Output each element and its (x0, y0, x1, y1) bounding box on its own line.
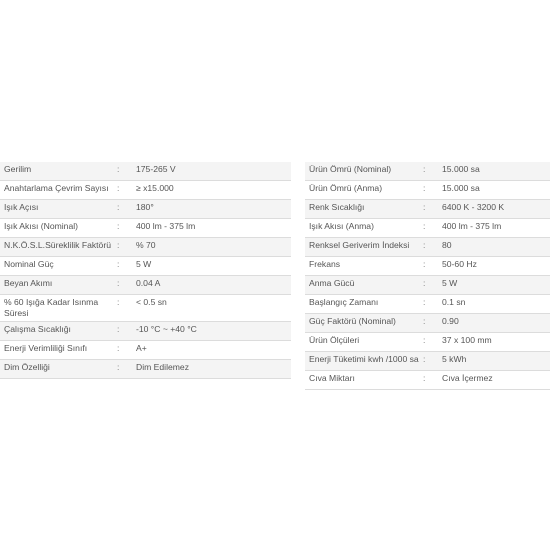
right-spec-table (305, 162, 550, 390)
spec-row (305, 238, 550, 257)
spec-value: 15.000 sa (438, 181, 550, 200)
spec-separator: : (113, 276, 132, 295)
spec-value: 0.1 sn (438, 295, 550, 314)
spec-value: A+ (132, 341, 291, 360)
spec-row (305, 200, 550, 219)
spec-value: 5 W (132, 257, 291, 276)
spec-label: Renk Sıcaklığı (305, 200, 419, 219)
spec-label: Enerji Verimliliği Sınıfı (0, 341, 113, 360)
spec-label: N.K.Ö.S.L.Süreklilik Faktörü (0, 238, 113, 257)
spec-separator: : (419, 181, 438, 200)
spec-row (0, 322, 291, 341)
spec-separator: : (113, 200, 132, 219)
spec-row (305, 257, 550, 276)
spec-value: -10 °C ~ +40 °C (132, 322, 291, 341)
spec-label: Anma Gücü (305, 276, 419, 295)
spec-label: % 60 Işığa Kadar Isınma Süresi (0, 295, 113, 322)
spec-separator: : (113, 238, 132, 257)
left-spec-table (0, 162, 291, 379)
spec-separator: : (113, 181, 132, 200)
spec-separator: : (419, 371, 438, 390)
spec-label: Dim Özelliği (0, 360, 113, 379)
spec-row (305, 181, 550, 200)
spec-value: 0.90 (438, 314, 550, 333)
spec-separator: : (419, 200, 438, 219)
spec-label: Nominal Güç (0, 257, 113, 276)
spec-label: Enerji Tüketimi kwh /1000 sa (305, 352, 419, 371)
spec-row (0, 238, 291, 257)
spec-row (305, 295, 550, 314)
spec-label: Işık Akısı (Anma) (305, 219, 419, 238)
spec-value: ≥ x15.000 (132, 181, 291, 200)
spec-row (0, 200, 291, 219)
spec-row (305, 314, 550, 333)
spec-separator: : (113, 295, 132, 322)
spec-row (305, 162, 550, 181)
spec-value: 6400 K - 3200 K (438, 200, 550, 219)
spec-separator: : (419, 162, 438, 181)
spec-value: % 70 (132, 238, 291, 257)
spec-label: Işık Açısı (0, 200, 113, 219)
spec-separator: : (419, 219, 438, 238)
spec-row (0, 181, 291, 200)
spec-separator: : (419, 238, 438, 257)
spec-separator: : (419, 295, 438, 314)
spec-separator: : (113, 162, 132, 181)
spec-value: Dim Edilemez (132, 360, 291, 379)
spec-label: Beyan Akımı (0, 276, 113, 295)
spec-label: Frekans (305, 257, 419, 276)
spec-value: 5 W (438, 276, 550, 295)
spec-row (305, 333, 550, 352)
spec-row (305, 371, 550, 390)
spec-row (305, 352, 550, 371)
spec-row (0, 295, 291, 322)
spec-row (305, 276, 550, 295)
spec-separator: : (419, 314, 438, 333)
spec-separator: : (113, 341, 132, 360)
spec-separator: : (113, 219, 132, 238)
spec-separator: : (113, 322, 132, 341)
spec-separator: : (113, 360, 132, 379)
spec-separator: : (419, 352, 438, 371)
spec-label: Ürün Ömrü (Anma) (305, 181, 419, 200)
spec-value: 5 kWh (438, 352, 550, 371)
spec-row (0, 257, 291, 276)
spec-row (305, 219, 550, 238)
spec-value: 15.000 sa (438, 162, 550, 181)
spec-separator: : (419, 333, 438, 352)
spec-value: 0.04 A (132, 276, 291, 295)
spec-label: Ürün Ömrü (Nominal) (305, 162, 419, 181)
spec-label: Çalışma Sıcaklığı (0, 322, 113, 341)
spec-label: Anahtarlama Çevrim Sayısı (0, 181, 113, 200)
spec-value: < 0.5 sn (132, 295, 291, 322)
spec-value: 400 lm - 375 lm (438, 219, 550, 238)
spec-separator: : (113, 257, 132, 276)
spec-label: Başlangıç Zamanı (305, 295, 419, 314)
spec-label: Ürün Ölçüleri (305, 333, 419, 352)
spec-value: 80 (438, 238, 550, 257)
spec-label: Gerilim (0, 162, 113, 181)
spec-value: 37 x 100 mm (438, 333, 550, 352)
spec-value: 50-60 Hz (438, 257, 550, 276)
spec-label: Renksel Geriverim İndeksi (305, 238, 419, 257)
spec-label: Cıva Miktarı (305, 371, 419, 390)
spec-row (0, 162, 291, 181)
spec-row (0, 360, 291, 379)
spec-label: Güç Faktörü (Nominal) (305, 314, 419, 333)
spec-separator: : (419, 276, 438, 295)
spec-value: Cıva İçermez (438, 371, 550, 390)
spec-row (0, 219, 291, 238)
spec-value: 175-265 V (132, 162, 291, 181)
spec-row (0, 341, 291, 360)
spec-row (0, 276, 291, 295)
spec-value: 180° (132, 200, 291, 219)
spec-separator: : (419, 257, 438, 276)
spec-value: 400 lm - 375 lm (132, 219, 291, 238)
spec-label: Işık Akısı (Nominal) (0, 219, 113, 238)
